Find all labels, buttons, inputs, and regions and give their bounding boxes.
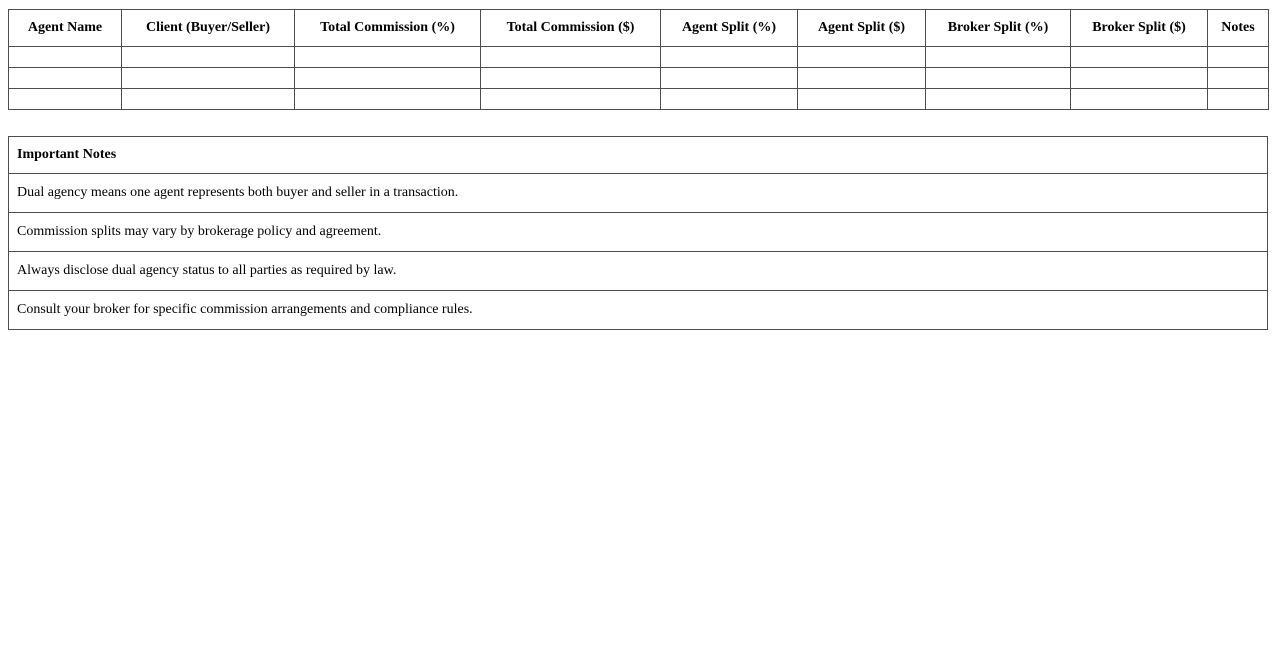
- table-row: [9, 68, 1269, 89]
- important-notes-header-row: [9, 137, 1268, 174]
- table-cell: [122, 89, 295, 110]
- table-row: [9, 47, 1269, 68]
- column-header-broker-split-usd: Broker Split ($): [1071, 10, 1208, 47]
- column-header-agent-split-usd: Agent Split ($): [798, 10, 926, 47]
- table-row: [9, 89, 1269, 110]
- table-cell: [481, 68, 661, 89]
- table-cell: [926, 68, 1071, 89]
- important-notes-table: [8, 136, 1268, 330]
- table-cell: [1071, 47, 1208, 68]
- table-cell: [9, 89, 122, 110]
- note-text: Commission splits may vary by brokerage policy and agreement.: [9, 213, 1268, 252]
- column-header-total-commission-pct: Total Commission (%): [295, 10, 481, 47]
- note-row: [9, 291, 1268, 330]
- table-cell: [295, 47, 481, 68]
- table-cell: [1208, 89, 1269, 110]
- note-row: [9, 174, 1268, 213]
- table-cell: [481, 89, 661, 110]
- column-header-client: Client (Buyer/Seller): [122, 10, 295, 47]
- table-cell: [122, 68, 295, 89]
- table-cell: [661, 47, 798, 68]
- table-cell: [122, 47, 295, 68]
- table-cell: [295, 68, 481, 89]
- note-text: Dual agency means one agent represents both buyer and seller in a transaction.: [9, 174, 1268, 213]
- table-cell: [798, 47, 926, 68]
- table-cell: [1071, 68, 1208, 89]
- important-notes-title: Important Notes: [9, 137, 1268, 174]
- table-cell: [295, 89, 481, 110]
- commission-table: [8, 9, 1269, 110]
- table-cell: [9, 47, 122, 68]
- note-row: [9, 213, 1268, 252]
- note-row: [9, 252, 1268, 291]
- table-cell: [1208, 68, 1269, 89]
- table-cell: [926, 47, 1071, 68]
- table-cell: [9, 68, 122, 89]
- table-cell: [481, 47, 661, 68]
- note-text: Consult your broker for specific commission arrangements and compliance rules.: [9, 291, 1268, 330]
- table-cell: [661, 68, 798, 89]
- column-header-broker-split-pct: Broker Split (%): [926, 10, 1071, 47]
- note-text: Always disclose dual agency status to all parties as required by law.: [9, 252, 1268, 291]
- column-header-total-commission-usd: Total Commission ($): [481, 10, 661, 47]
- column-header-agent-split-pct: Agent Split (%): [661, 10, 798, 47]
- table-cell: [798, 89, 926, 110]
- column-header-notes: Notes: [1208, 10, 1269, 47]
- table-cell: [926, 89, 1071, 110]
- column-header-agent-name: Agent Name: [9, 10, 122, 47]
- table-cell: [661, 89, 798, 110]
- table-cell: [1071, 89, 1208, 110]
- commission-table-header-row: [9, 10, 1269, 47]
- table-cell: [798, 68, 926, 89]
- table-cell: [1208, 47, 1269, 68]
